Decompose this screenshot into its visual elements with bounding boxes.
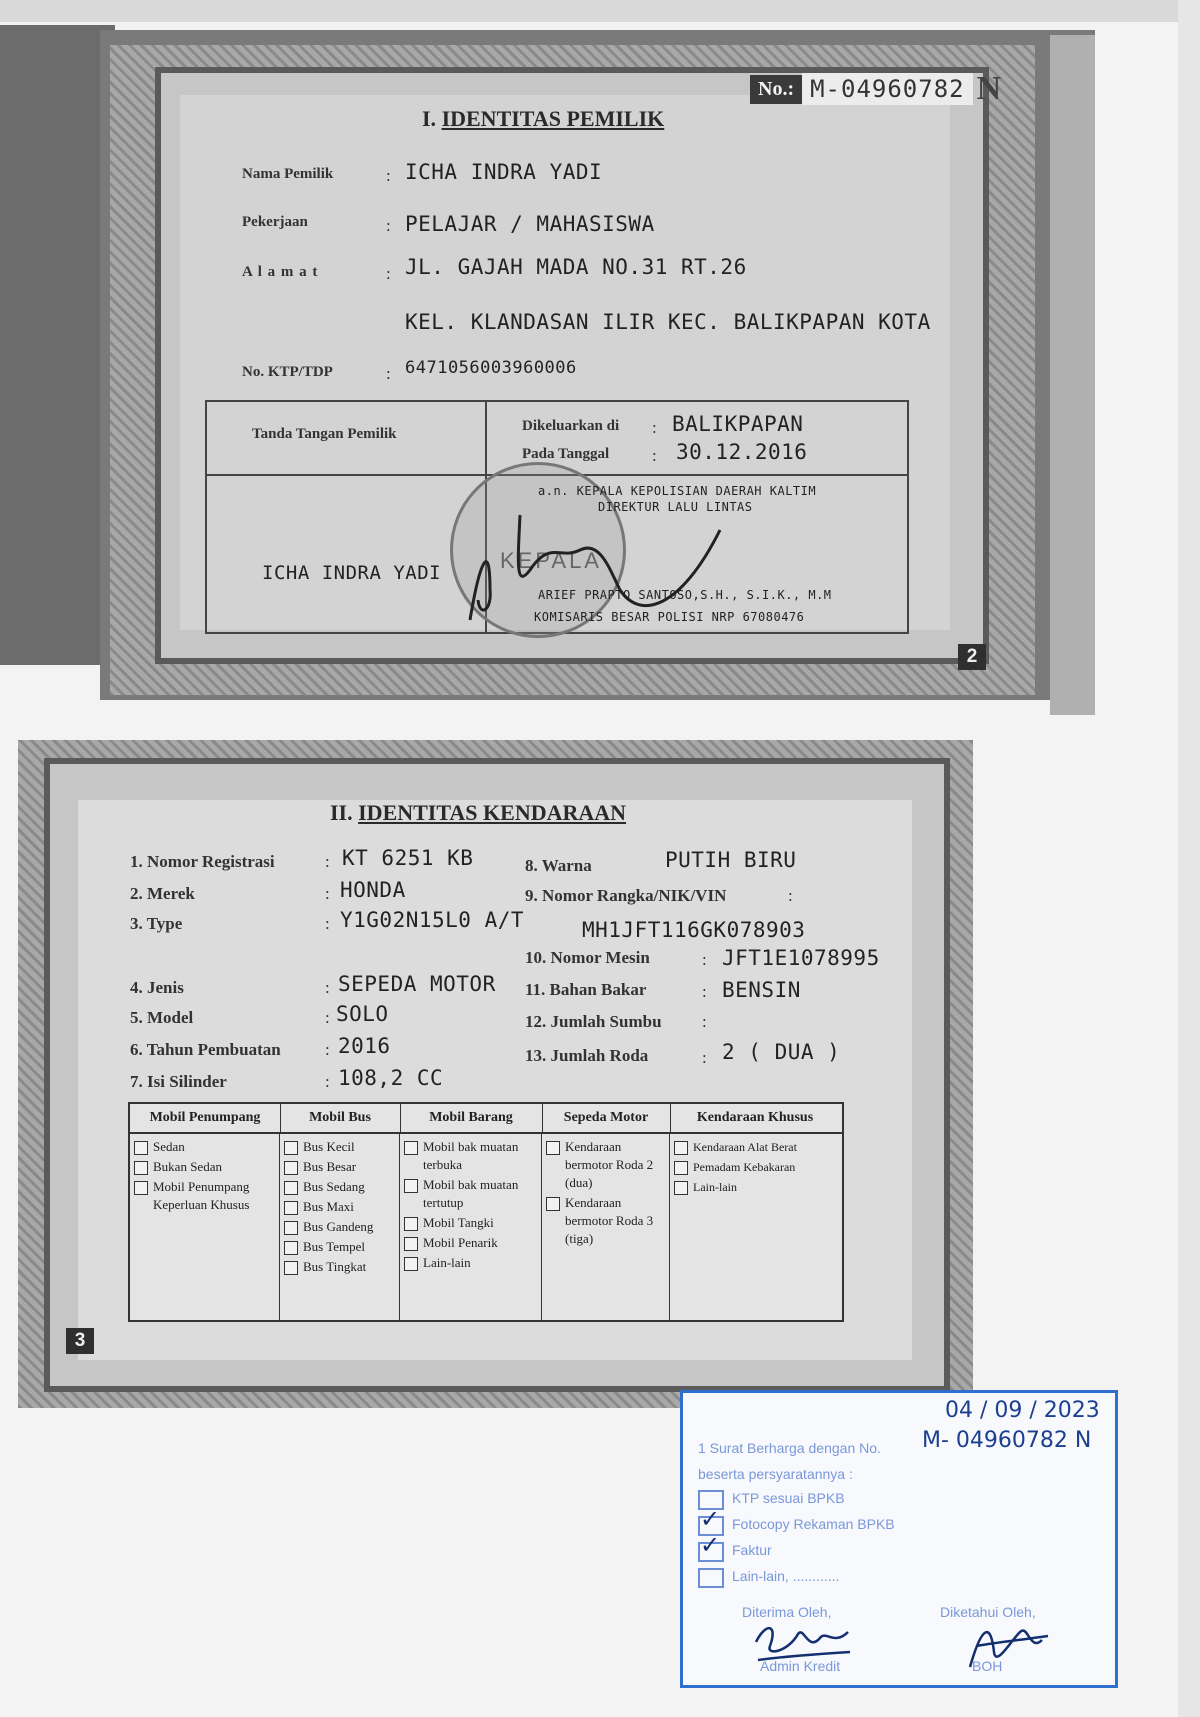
vehicle-category-table xyxy=(128,1102,844,1322)
checkbox[interactable] xyxy=(674,1161,688,1175)
page-number: 3 xyxy=(66,1328,94,1354)
category-item xyxy=(284,1258,395,1276)
checkbox[interactable] xyxy=(404,1257,418,1271)
checkbox[interactable] xyxy=(404,1179,418,1193)
owner-address-label: A l a m a t xyxy=(242,264,319,280)
field-label: 11. Bahan Bakar xyxy=(525,980,647,999)
owner-address-line1: JL. GAJAH MADA NO.31 RT.26 xyxy=(405,255,747,279)
category-label: Bus Kecil xyxy=(303,1139,355,1154)
colon: : xyxy=(325,852,330,871)
table-header: Mobil Penumpang xyxy=(130,1104,281,1132)
category-item xyxy=(134,1178,275,1214)
vehicle-section-title xyxy=(330,800,626,826)
category-label: Bus Besar xyxy=(303,1159,357,1174)
category-label: Kendaraan bermotor Roda 2 (dua) xyxy=(565,1139,654,1190)
checkbox[interactable] xyxy=(284,1261,298,1275)
checkbox[interactable] xyxy=(674,1181,688,1195)
colon: : xyxy=(702,1048,707,1067)
category-item xyxy=(284,1158,395,1176)
colon: : xyxy=(325,1040,330,1059)
category-item xyxy=(134,1138,275,1156)
category-item xyxy=(284,1218,395,1236)
category-item xyxy=(674,1138,836,1156)
receipt-check-label: KTP sesuai BPKB xyxy=(732,1490,845,1506)
police-seal-text: KEPALA xyxy=(500,548,602,573)
category-column xyxy=(542,1134,670,1320)
manufacture-year: 2016 xyxy=(338,1034,391,1058)
owner-signature-name: ICHA INDRA YADI xyxy=(262,562,442,584)
receipt-line2: beserta persyaratannya : xyxy=(698,1466,853,1482)
official-line1: a.n. KEPALA KEPOLISIAN DAERAH KALTIM xyxy=(538,484,817,498)
category-label: Bus Tempel xyxy=(303,1239,366,1254)
category-label: Bus Gandeng xyxy=(303,1219,374,1234)
checkbox[interactable] xyxy=(404,1237,418,1251)
checkbox[interactable] xyxy=(134,1181,148,1195)
owner-id-label: No. KTP/TDP xyxy=(242,364,333,380)
table-header: Mobil Bus xyxy=(280,1104,401,1132)
colon: : xyxy=(652,446,657,465)
vehicle-model: SOLO xyxy=(336,1002,389,1026)
field-label: 13. Jumlah Roda xyxy=(525,1046,649,1065)
category-item xyxy=(404,1176,537,1212)
receipt-check-label: Fotocopy Rekaman BPKB xyxy=(732,1516,895,1532)
boh-label: BOH xyxy=(972,1658,1003,1674)
checkbox[interactable] xyxy=(404,1141,418,1155)
category-item xyxy=(284,1178,395,1196)
scan-edge-top xyxy=(0,0,1200,22)
official-name: ARIEF PRAPTO SANTOSO,S.H., S.I.K., M.M xyxy=(538,588,832,602)
checkbox[interactable] xyxy=(284,1201,298,1215)
owner-name: ICHA INDRA YADI xyxy=(405,160,603,184)
table-header: Mobil Barang xyxy=(400,1104,543,1132)
colon: : xyxy=(788,886,793,905)
category-label: Kendaraan bermotor Roda 3 (tiga) xyxy=(565,1195,654,1246)
page-shadow xyxy=(0,25,115,665)
field-label: 5. Model xyxy=(130,1008,194,1027)
issued-date: 30.12.2016 xyxy=(676,440,808,464)
issued-date-label: Pada Tanggal xyxy=(522,446,610,462)
colon: : xyxy=(652,418,657,437)
checkbox[interactable] xyxy=(284,1241,298,1255)
field-label: 2. Merek xyxy=(130,884,195,903)
category-column xyxy=(130,1134,280,1320)
category-item xyxy=(546,1194,665,1248)
category-column xyxy=(400,1134,542,1320)
issued-at-label: Dikeluarkan di xyxy=(522,418,620,434)
receipt-checkbox[interactable] xyxy=(698,1568,724,1588)
page-number: 2 xyxy=(958,644,986,670)
receipt-check-label: Faktur xyxy=(732,1542,772,1558)
colon: : xyxy=(325,978,330,997)
table-header: Kendaraan Khusus xyxy=(696,1110,814,1125)
owner-address-line2: KEL. KLANDASAN ILIR KEC. BALIKPAPAN KOTA xyxy=(405,310,931,334)
vehicle-type: Y1G02N15L0 A/T xyxy=(340,908,525,932)
approver-signature-icon xyxy=(950,1612,1060,1672)
handwritten-number: M- 04960782 N xyxy=(922,1428,1092,1453)
checkbox[interactable] xyxy=(284,1181,298,1195)
engine-number: JFT1E1078995 xyxy=(722,946,880,970)
category-item xyxy=(674,1178,836,1196)
category-label: Bukan Sedan xyxy=(153,1159,222,1174)
checkbox[interactable] xyxy=(404,1217,418,1231)
field-label: 10. Nomor Mesin xyxy=(525,948,650,967)
category-item xyxy=(284,1198,395,1216)
category-item xyxy=(134,1158,275,1176)
category-label: Kendaraan Alat Berat xyxy=(693,1140,797,1154)
owner-job-label: Pekerjaan xyxy=(242,214,308,230)
checkbox[interactable] xyxy=(674,1141,688,1155)
category-item xyxy=(284,1138,395,1156)
category-label: Mobil Penarik xyxy=(423,1235,498,1250)
handwritten-date: 04 / 09 / 2023 xyxy=(945,1398,1100,1423)
category-label: Mobil Penumpang Keperluan Khusus xyxy=(153,1179,250,1212)
field-label: 6. Tahun Pembuatan xyxy=(130,1040,281,1059)
category-label: Mobil Tangki xyxy=(423,1215,494,1230)
owner-job: PELAJAR / MAHASISWA xyxy=(405,212,655,236)
receipt-line1: 1 Surat Berharga dengan No. xyxy=(698,1440,881,1456)
field-label: 4. Jenis xyxy=(130,978,184,997)
checkbox[interactable] xyxy=(134,1161,148,1175)
colon: : xyxy=(386,166,391,185)
checkbox[interactable] xyxy=(546,1197,560,1211)
chassis-number: MH1JFT116GK078903 xyxy=(582,918,806,942)
signature-label: Tanda Tangan Pemilik xyxy=(252,426,397,442)
checkmark-icon: ✓ xyxy=(700,1505,721,1533)
category-label: Bus Maxi xyxy=(303,1199,354,1214)
colon: : xyxy=(325,1072,330,1091)
colon: : xyxy=(702,950,707,969)
number-value: M-04960782 xyxy=(802,73,973,105)
category-column xyxy=(280,1134,400,1320)
engine-capacity: 108,2 CC xyxy=(338,1066,444,1090)
wheel-count: 2 ( DUA ) xyxy=(722,1040,841,1064)
category-column xyxy=(670,1134,840,1320)
category-label: Mobil bak muatan terbuka xyxy=(423,1139,519,1172)
colon: : xyxy=(702,982,707,1001)
category-item xyxy=(404,1138,537,1174)
field-label: 7. Isi Silinder xyxy=(130,1072,227,1091)
admin-label: Admin Kredit xyxy=(760,1658,841,1674)
category-label: Lain-lain xyxy=(423,1255,471,1270)
scan-edge-right xyxy=(1178,0,1200,1717)
number-suffix: N xyxy=(976,70,1002,107)
table-header: Sepeda Motor xyxy=(542,1104,671,1132)
category-label: Bus Tingkat xyxy=(303,1259,367,1274)
category-label: Pemadam Kebakaran xyxy=(693,1160,796,1174)
colon: : xyxy=(386,364,391,383)
category-item xyxy=(404,1234,537,1252)
checkbox[interactable] xyxy=(284,1141,298,1155)
field-label: 9. Nomor Rangka/NIK/VIN xyxy=(525,886,727,905)
category-label: Bus Sedang xyxy=(303,1179,365,1194)
field-label: 1. Nomor Registrasi xyxy=(130,852,275,871)
receipt-check-label: Lain-lain, ............ xyxy=(732,1568,840,1584)
vehicle-kind: SEPEDA MOTOR xyxy=(338,972,496,996)
page-edge xyxy=(1050,35,1095,715)
category-label: Lain-lain xyxy=(693,1180,737,1194)
owner-section-text: IDENTITAS PEMILIK xyxy=(441,106,665,131)
official-line2: DIREKTUR LALU LINTAS xyxy=(598,500,753,514)
field-label: 8. Warna xyxy=(525,856,592,875)
owner-name-label: Nama Pemilik xyxy=(242,166,334,182)
number-tag: No.: xyxy=(750,75,802,104)
registration-number: KT 6251 KB xyxy=(342,846,474,870)
checkbox[interactable] xyxy=(284,1161,298,1175)
field-label: 3. Type xyxy=(130,914,183,933)
category-item xyxy=(404,1254,537,1272)
checkmark-icon: ✓ xyxy=(700,1531,721,1559)
checkbox[interactable] xyxy=(284,1221,298,1235)
category-label: Mobil bak muatan tertutup xyxy=(423,1177,519,1210)
owner-section-title xyxy=(422,106,664,132)
category-label: Sedan xyxy=(153,1139,185,1154)
official-signature-icon xyxy=(460,500,800,630)
category-item xyxy=(546,1138,665,1192)
vehicle-section-text: IDENTITAS KENDARAAN xyxy=(358,800,627,825)
owner-section-roman: I. xyxy=(422,106,437,131)
official-rank: KOMISARIS BESAR POLISI NRP 67080476 xyxy=(534,610,805,624)
document-number xyxy=(750,72,1001,106)
checkbox[interactable] xyxy=(546,1141,560,1155)
colon: : xyxy=(325,914,330,933)
owner-id-number: 6471056003960006 xyxy=(405,358,577,378)
category-item xyxy=(284,1238,395,1256)
checkbox[interactable] xyxy=(134,1141,148,1155)
colon: : xyxy=(386,216,391,235)
vehicle-brand: HONDA xyxy=(340,878,406,902)
known-by-label: Diketahui Oleh, xyxy=(940,1604,1036,1620)
issued-at: BALIKPAPAN xyxy=(672,412,804,436)
vehicle-section-roman: II. xyxy=(330,800,353,825)
category-item xyxy=(404,1214,537,1232)
received-by-label: Diterima Oleh, xyxy=(742,1604,832,1620)
fuel-type: BENSIN xyxy=(722,978,801,1002)
field-label: 12. Jumlah Sumbu xyxy=(525,1012,662,1031)
colon: : xyxy=(325,884,330,903)
vehicle-color: PUTIH BIRU xyxy=(665,848,797,872)
colon: : xyxy=(702,1012,707,1031)
category-item xyxy=(674,1158,836,1176)
colon: : xyxy=(325,1008,330,1027)
colon: : xyxy=(386,264,391,283)
